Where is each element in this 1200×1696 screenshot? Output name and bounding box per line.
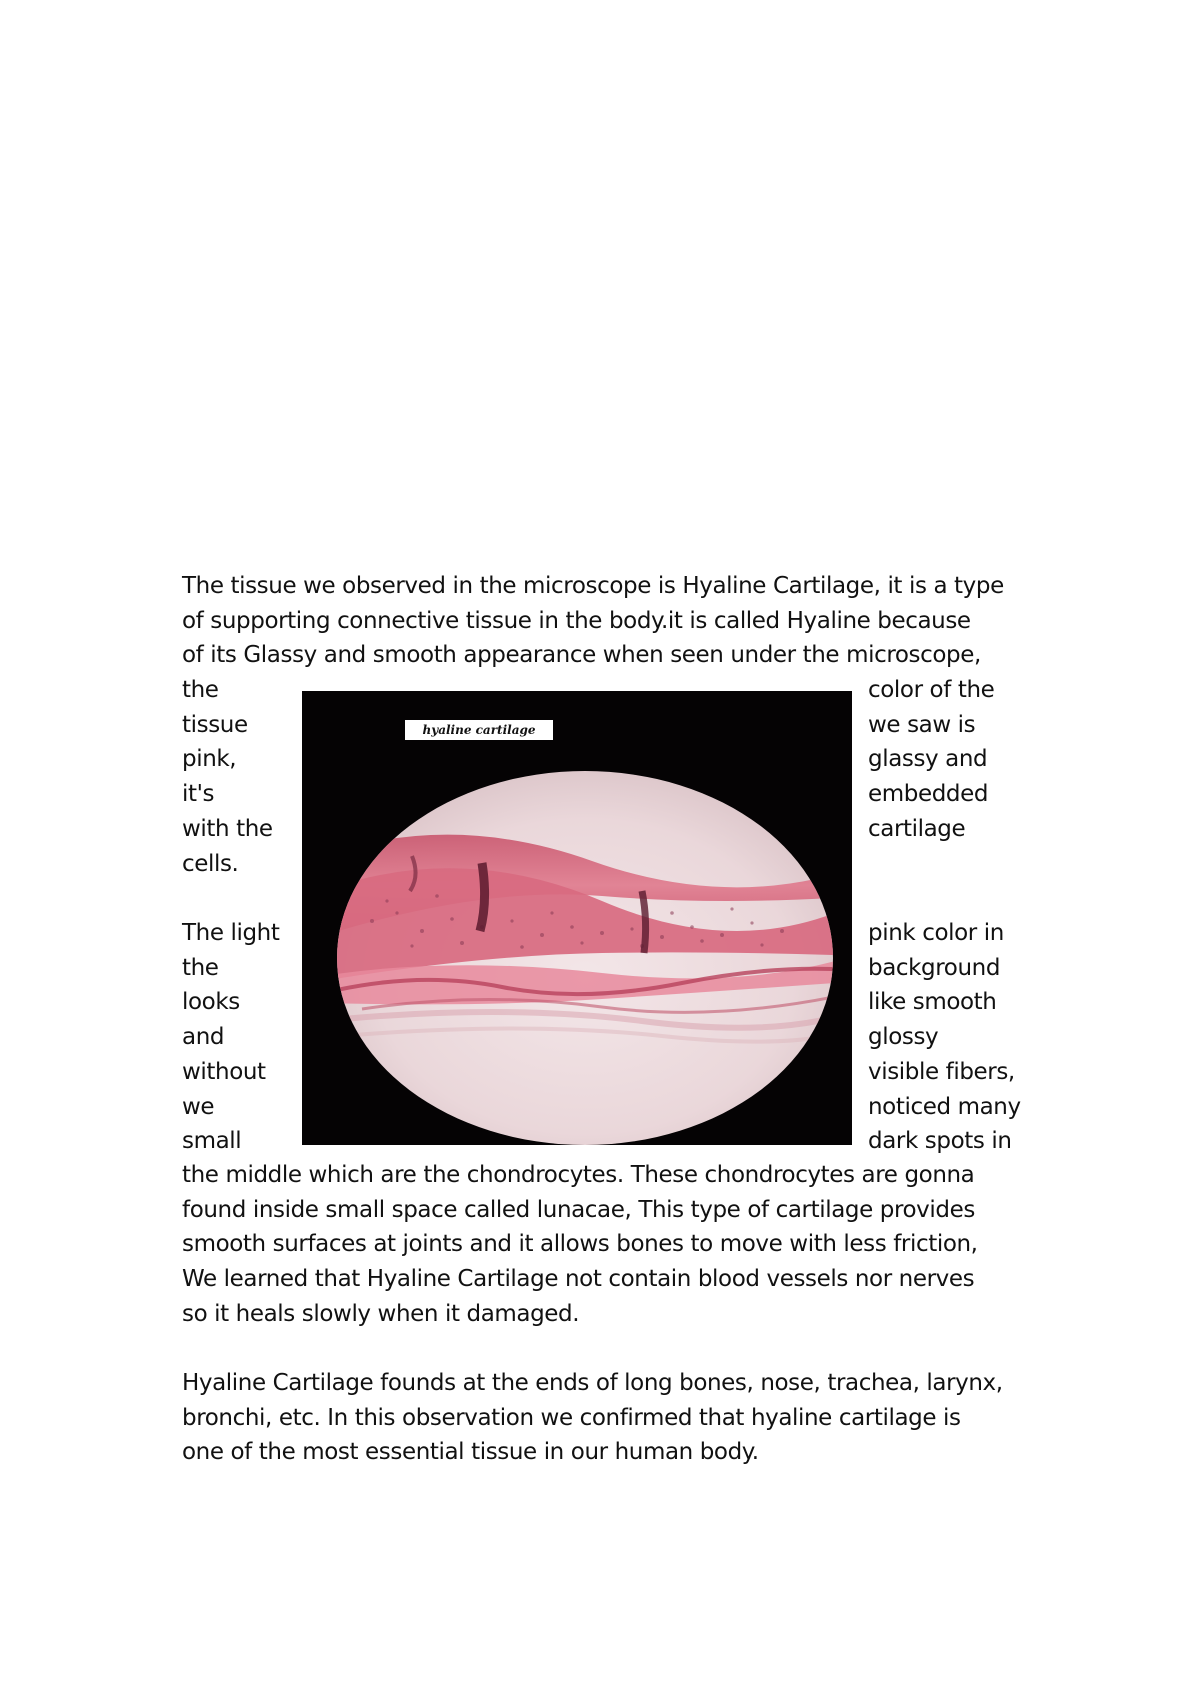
text-line: the middle which are the chondrocytes. These chondrocytes are gonna bbox=[182, 1162, 975, 1188]
text-line: we bbox=[182, 1093, 215, 1120]
text-line: and bbox=[182, 1024, 225, 1051]
text-line: the bbox=[182, 677, 219, 703]
wrap-left-column-2 bbox=[182, 916, 279, 1159]
text-line: The tissue we observed in the microscope is Hyaline Cartilage, it is a type bbox=[182, 573, 1004, 599]
text-line: glassy and bbox=[868, 746, 988, 773]
text-line: color of the bbox=[868, 677, 995, 703]
text-line: small bbox=[182, 1128, 242, 1155]
text-line: dark spots in bbox=[868, 1128, 1012, 1155]
text-line: found inside small space called lunacae, This type of cartilage provides bbox=[182, 1196, 975, 1223]
intro-paragraph bbox=[182, 569, 1042, 673]
text-line: pink, bbox=[182, 746, 237, 773]
text-line: The light bbox=[182, 920, 280, 946]
text-line: noticed many bbox=[868, 1093, 1021, 1120]
conclusion-paragraph bbox=[182, 1366, 1042, 1470]
wrap-left-column-1 bbox=[182, 673, 273, 881]
continuation-paragraph bbox=[182, 1158, 1042, 1332]
text-line: glossy bbox=[868, 1024, 939, 1051]
text-line: without bbox=[182, 1058, 266, 1085]
text-line: of supporting connective tissue in the body.it is called Hyaline because bbox=[182, 607, 971, 634]
text-line: cartilage bbox=[868, 815, 966, 842]
wrap-right-column-2 bbox=[868, 916, 1021, 1159]
text-line: smooth surfaces at joints and it allows bones to move with less friction, bbox=[182, 1231, 978, 1258]
text-line: looks bbox=[182, 989, 240, 1016]
text-line: visible fibers, bbox=[868, 1058, 1015, 1085]
text-line: the bbox=[182, 954, 219, 981]
text-line: tissue bbox=[182, 711, 248, 738]
wrap-right-column-1 bbox=[868, 673, 994, 847]
text-line: Hyaline Cartilage founds at the ends of long bones, nose, trachea, larynx, bbox=[182, 1370, 1003, 1396]
text-line: of its Glassy and smooth appearance when seen under the microscope, bbox=[182, 642, 981, 669]
figure-label: hyaline cartilage bbox=[422, 723, 536, 737]
text-line: We learned that Hyaline Cartilage not contain blood vessels nor nerves bbox=[182, 1266, 975, 1293]
text-line: one of the most essential tissue in our human body. bbox=[182, 1439, 759, 1466]
text-line: it's bbox=[182, 781, 215, 808]
text-line: cells. bbox=[182, 850, 239, 877]
text-line: embedded bbox=[868, 781, 989, 808]
microscope-image bbox=[302, 691, 852, 1145]
text-line: background bbox=[868, 954, 1001, 981]
text-line: pink color in bbox=[868, 920, 1004, 946]
text-line: so it heals slowly when it damaged. bbox=[182, 1300, 580, 1327]
text-line: like smooth bbox=[868, 989, 997, 1016]
text-line: we saw is bbox=[868, 711, 976, 738]
text-line: bronchi, etc. In this observation we confirmed that hyaline cartilage is bbox=[182, 1404, 961, 1431]
text-line: with the bbox=[182, 815, 273, 842]
